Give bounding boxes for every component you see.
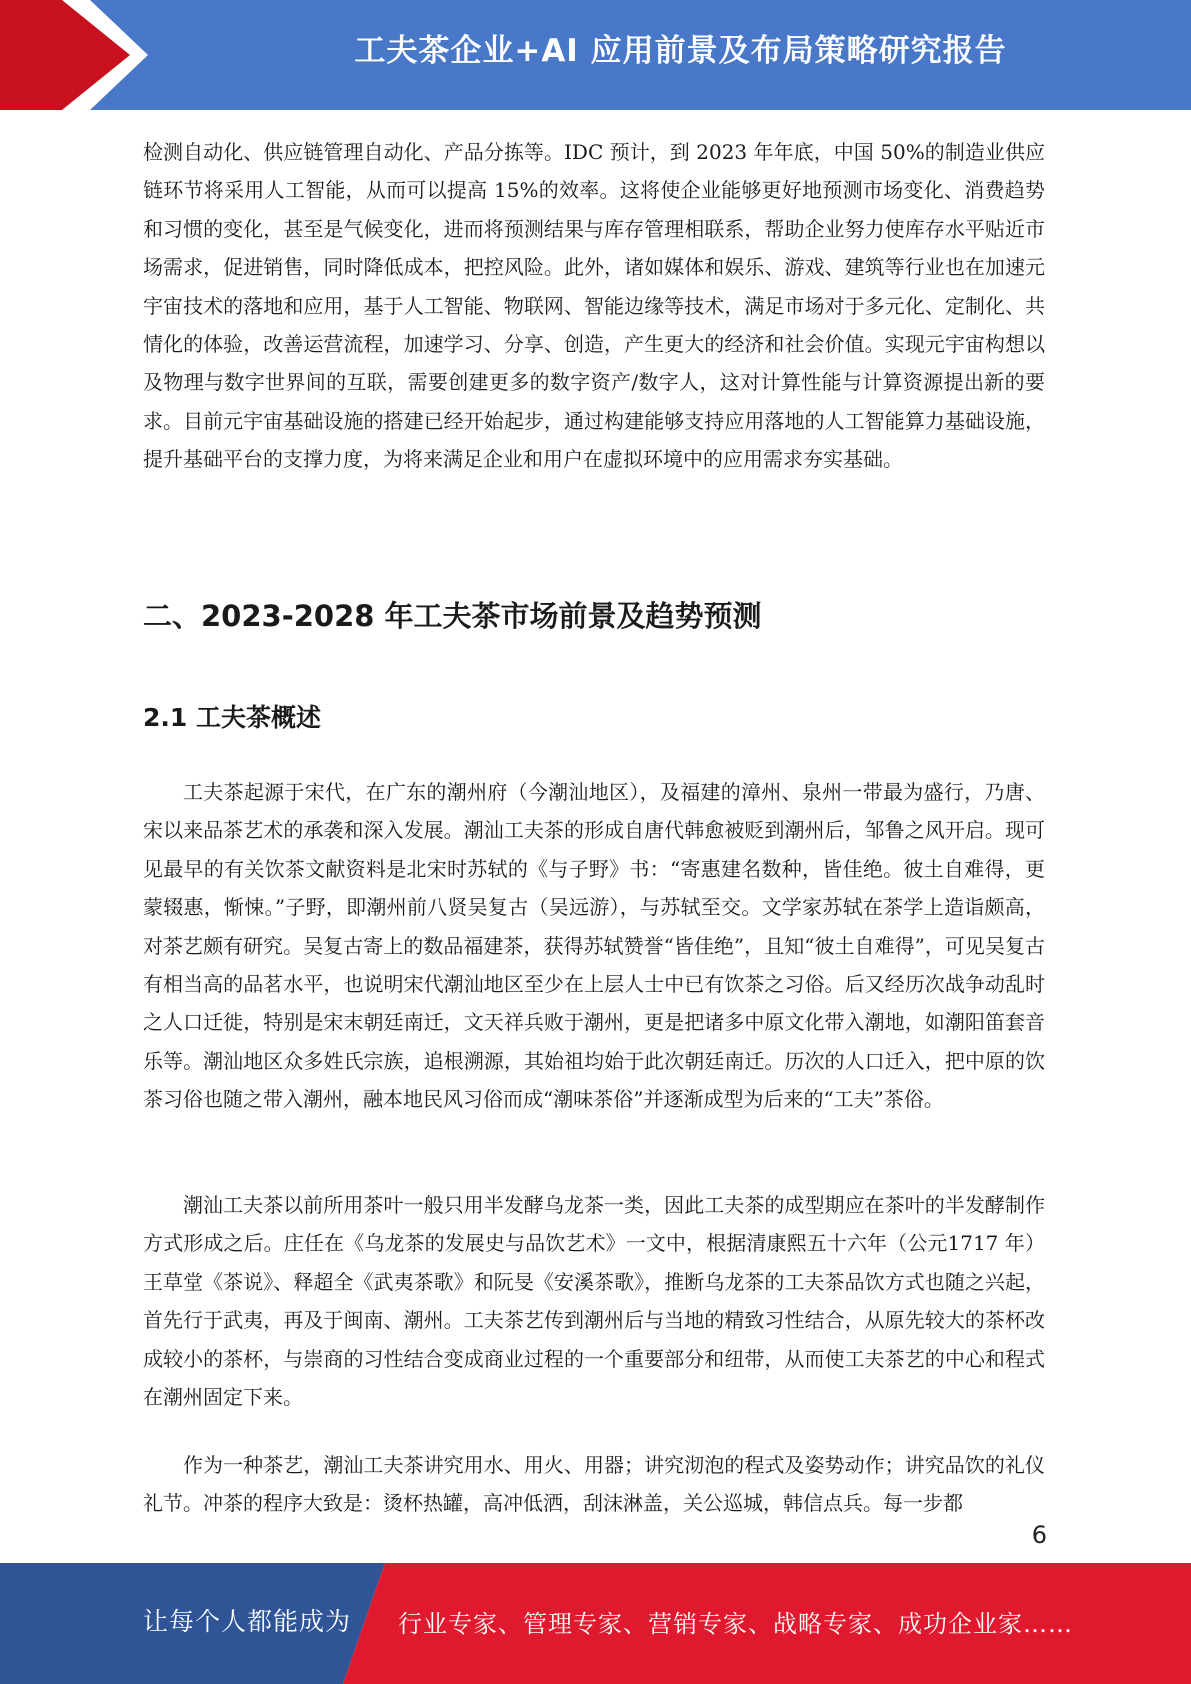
body-paragraph-2: 工夫茶起源于宋代，在广东的潮州府（今潮汕地区），及福建的漳州、泉州一带最为盛行，乃唐、宋以来品茶艺术的承袭和深入发展。潮汕工夫茶的形成自唐代韩愈被贬到潮州后，邹鲁之风开启。现可见最早的有关饮茶文献资料是北宋时苏轼的《与子野》书：“寄惠建名数种，皆佳绝。彼土自难得，更蒙辍惠，惭悚。”子野，即潮州前八贤吴复古（吴远游），与苏轼至交。文学家苏轼在茶学上造诣颇高，对茶艺颇有研究。吴复古寄上的数品福建茶，获得苏轼赞誉“皆佳绝”，且知“彼土自难得”，可见吴复古有相当高的品茗水平，也说明宋代潮汕地区至少在上层人士中已有饮茶之习俗。后又经历次战争动乱时之人口迁徙，特别是宋末朝廷南迁，文天祥兵败于潮州，更是把诸多中原文化带入潮地，如潮阳笛套音乐等。潮汕地区众多姓氏宗族，追根溯源，其始祖均始于此次朝廷南迁。历次的人口迁入，把中原的饮茶习俗也随之带入潮州，融本地民风习俗而成“潮味茶俗”并逐渐成型为后来的“工夫”茶俗。 — [143, 780, 1045, 1112]
footer-banner — [0, 1563, 1191, 1684]
body-paragraph-4: 作为一种茶艺，潮汕工夫茶讲究用水、用火、用器；讲究沏泡的程式及姿势动作；讲究品饮的礼仪礼节。冲茶的程序大致是：烫杯热罐，高冲低洒，刮沫淋盖，关公巡城，韩信点兵。每一步都 — [143, 1453, 1045, 1516]
section-heading: 二、2023-2028 年工夫茶市场前景及趋势预测 — [143, 599, 762, 633]
subsection-heading: 2.1 工夫茶概述 — [143, 703, 321, 732]
footer-slogan-left: 让每个人都能成为 — [143, 1607, 352, 1636]
report-title: 工夫茶企业+AI 应用前景及布局策略研究报告 — [354, 33, 1007, 69]
footer-slogan-right: 行业专家、管理专家、营销专家、战略专家、成功企业家…… — [398, 1610, 1073, 1638]
chevron-arrow-icon — [0, 0, 160, 110]
body-paragraph-1: 检测自动化、供应链管理自动化、产品分拣等。IDC 预计，到 2023 年年底，中国 50%的制造业供应链环节将采用人工智能，从而可以提高 15%的效率。这将使企业能够更好地预测市场变化、消费趋势和习惯的变化，甚至是气候变化，进而将预测结果与库存管理相联系，帮助企业努力使库存水平贴近市场需求，促进销售，同时降低成本，把控风险。此外，诸如媒体和娱乐、游戏、建筑等行业也在加速元宇宙技术的落地和应用，基于人工智能、物联网、智能边缘等技术，满足市场对于多元化、定制化、共情化的体验，改善运营流程，加速学习、分享、创造，产生更大的经济和社会价值。实现元宇宙构想以及物理与数字世界间的互联，需要创建更多的数字资产/数字人，这对计算性能与计算资源提出新的要求。目前元宇宙基础设施的搭建已经开始起步，通过构建能够支持应用落地的人工智能算力基础设施，提升基础平台的支撑力度，为将来满足企业和用户在虚拟环境中的应用需求夯实基础。 — [143, 140, 1045, 472]
header-banner — [0, 0, 1191, 110]
body-paragraph-3: 潮汕工夫茶以前所用茶叶一般只用半发酵乌龙茶一类，因此工夫茶的成型期应在茶叶的半发酵制作方式形成之后。庄任在《乌龙茶的发展史与品饮艺术》一文中，根据清康熙五十六年（公元1717 年）王草堂《茶说》、释超全《武夷茶歌》和阮旻《安溪茶歌》，推断乌龙茶的工夫茶品饮方式也随之兴起，首先行于武夷，再及于闽南、潮州。工夫茶艺传到潮州后与当地的精致习性结合，从原先较大的茶杯改成较小的茶杯，与崇商的习性结合变成商业过程的一个重要部分和纽带，从而使工夫茶艺的中心和程式在潮州固定下来。 — [143, 1193, 1045, 1410]
page-number: 6 — [1031, 1521, 1047, 1549]
